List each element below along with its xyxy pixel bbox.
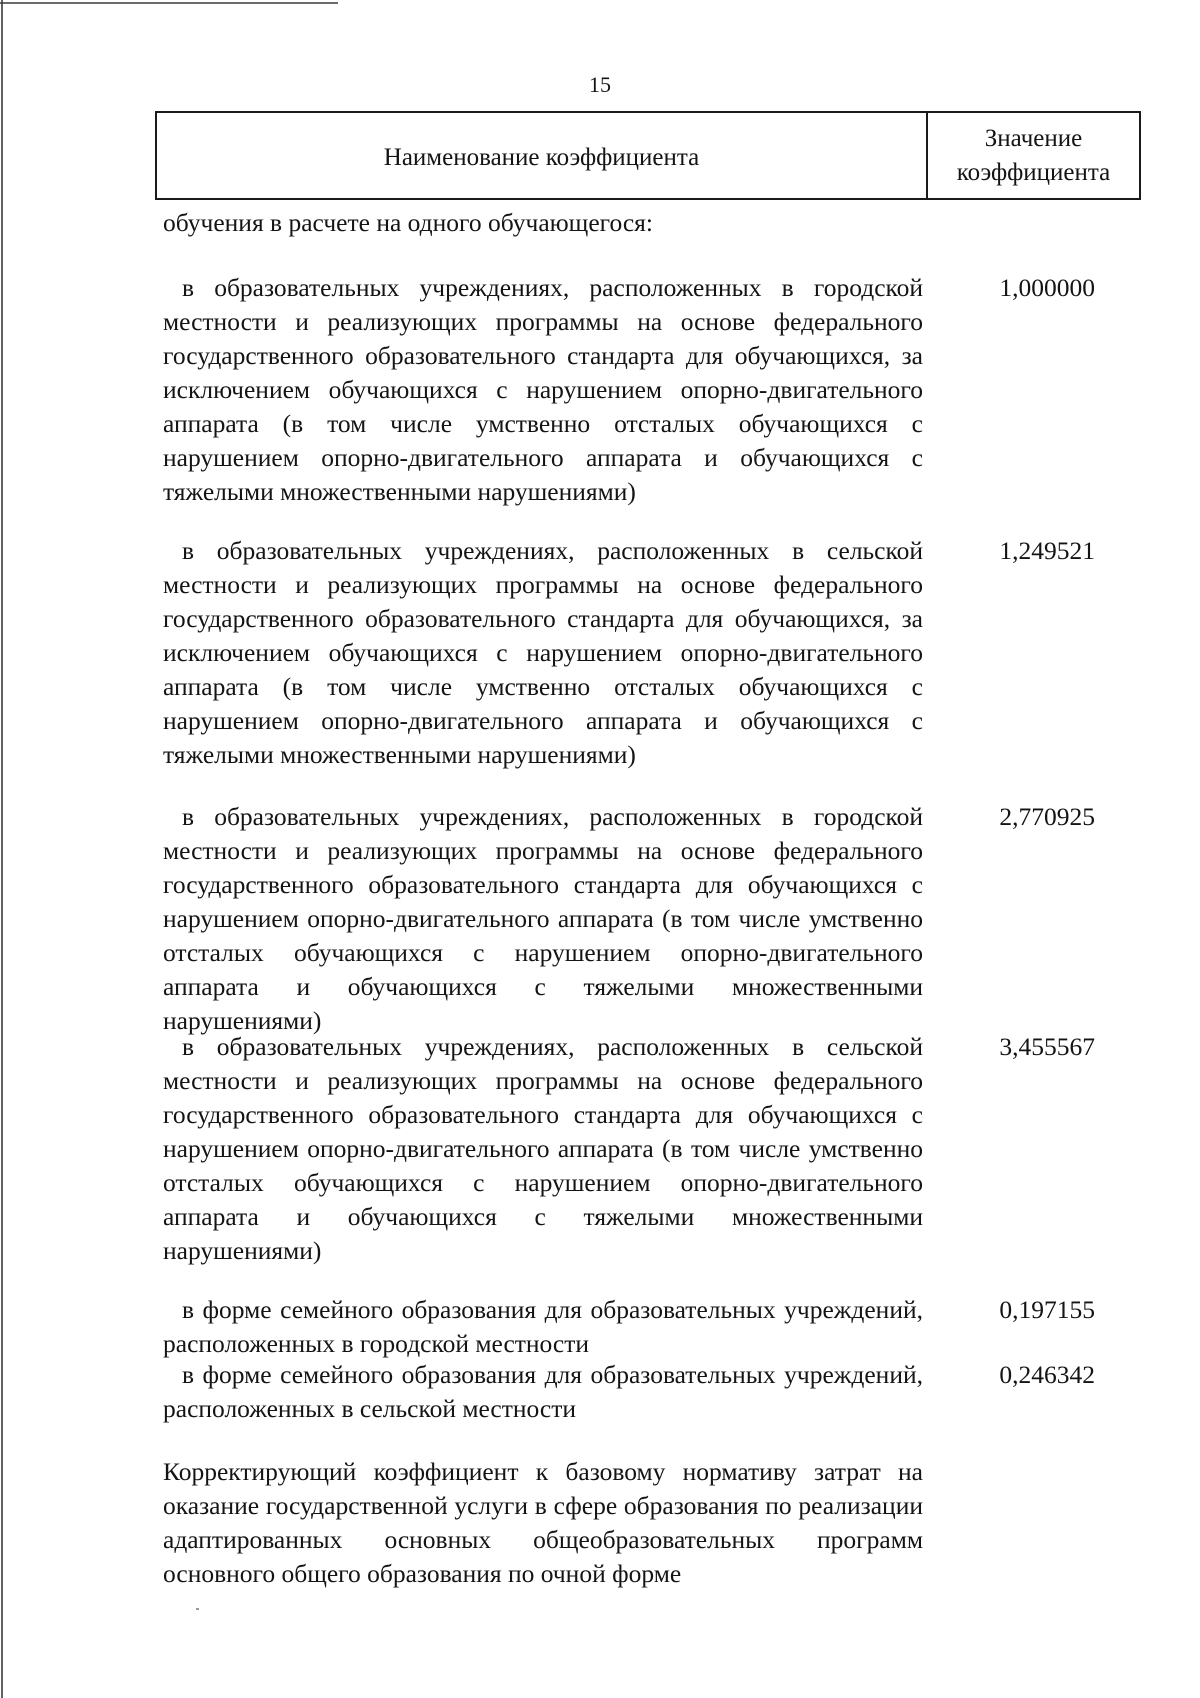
row-5-value: 0,197155	[999, 1295, 1095, 1324]
row-1-value: 1,000000	[999, 273, 1095, 302]
row-2-text: в образовательных учреждениях, расположенных в сельской местности и реализующих программы на основе федерального государственного образовательного стандарта для обучающихся, за исключением обучающихся с нарушением опорно-двигательного аппарата (в том числе умственно отсталых обучающихся с нарушением опорно-двигательного аппарата и обучающихся с тяжелыми множественными нарушениями)	[163, 536, 923, 769]
page-number: 15	[589, 72, 611, 97]
row-4-text: в образовательных учреждениях, расположенных в сельской местности и реализующих программы на основе федерального государственного образовательного стандарта для обучающихся с нарушением опорно-двигательного аппарата (в том числе умственно отсталых обучающихся с нарушением опорно-двигательного аппарата и обучающихся с тяжелыми множественными нарушениями)	[163, 1032, 923, 1265]
scan-edge-left	[1, 0, 3, 1698]
row-6-value: 0,246342	[999, 1360, 1095, 1389]
column-header-value-line2: коэффициента	[956, 158, 1111, 186]
row-3-value: 2,770925	[999, 802, 1095, 831]
column-header-value-line1: Значение	[984, 124, 1083, 152]
row-3-text: в образовательных учреждениях, расположенных в городской местности и реализующих программы на основе федерального государственного образовательного стандарта для обучающихся с нарушением опорно-двигательного аппарата (в том числе умственно отсталых обучающихся с нарушением опорно-двигательного аппарата и обучающихся с тяжелыми множественными нарушениями)	[163, 802, 923, 1035]
row-6-text: в форме семейного образования для образовательных учреждений, расположенных в сельской местности	[163, 1360, 923, 1423]
scan-speck	[196, 1608, 199, 1610]
row-4-value: 3,455567	[999, 1032, 1095, 1061]
column-header-value	[928, 113, 1139, 198]
row-1-text: в образовательных учреждениях, расположенных в городской местности и реализующих программы на основе федерального государственного образовательного стандарта для обучающихся, за исключением обучающихся с нарушением опорно-двигательного аппарата (в том числе умственно отсталых обучающихся с нарушением опорно-двигательного аппарата и обучающихся с тяжелыми множественными нарушениями)	[163, 273, 923, 506]
row-2-value: 1,249521	[999, 536, 1095, 565]
intro-text: обучения в расчете на одного обучающегося:	[163, 208, 653, 237]
closing-text: Корректирующий коэффициент к базовому нормативу затрат на оказание государственной услуги в сфере образования по реализации адаптированных основных общеобразовательных программ основного общего образования по очной форме	[163, 1457, 923, 1588]
scan-edge-top	[0, 2, 338, 4]
row-5-text: в форме семейного образования для образовательных учреждений, расположенных в городской местности	[163, 1295, 923, 1358]
table-header	[155, 111, 1141, 200]
column-header-name: Наименование коэффициента	[157, 113, 928, 198]
